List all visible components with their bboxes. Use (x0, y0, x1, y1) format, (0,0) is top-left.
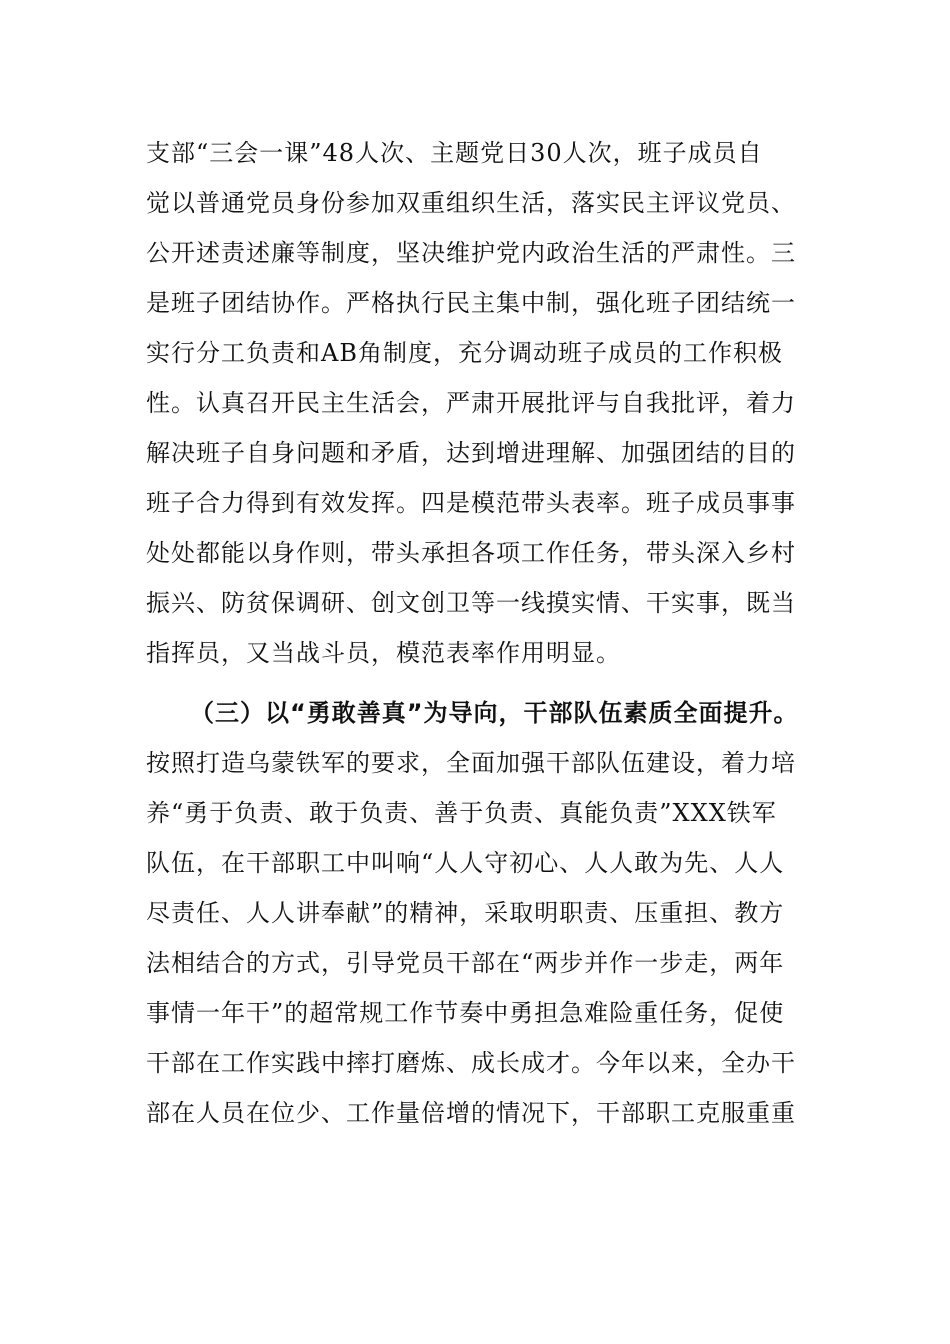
body-line: 部在人员在位少、工作量倍增的情况下，干部职工克服重重 (146, 1099, 796, 1127)
body-line: 事情一年干”的超常规工作节奏中勇担急难险重任务，促使 (146, 999, 785, 1027)
body-line: 振兴、防贫保调研、创文创卫等一线摸实情、干实事，既当 (146, 589, 796, 617)
body-line: 按照打造乌蒙铁军的要求，全面加强干部队伍建设，着力培 (146, 749, 796, 777)
body-line: 干部在工作实践中摔打磨炼、成长成才。今年以来，全办干 (146, 1049, 796, 1077)
body-line: 实行分工负责和AB角制度，充分调动班子成员的工作积极 (146, 339, 783, 367)
body-line: 处处都能以身作则，带头承担各项工作任务，带头深入乡村 (146, 539, 796, 567)
body-line: 支部“三会一课”48人次、主题党日30人次，班子成员自 (146, 139, 763, 167)
body-line: 班子合力得到有效发挥。四是模范带头表率。班子成员事事 (146, 489, 796, 517)
body-line: 尽责任、人人讲奉献”的精神，采取明职责、压重担、教方 (146, 899, 785, 927)
body-line: 公开述责述廉等制度，坚决维护党内政治生活的严肃性。三 (146, 239, 796, 267)
body-line: 队伍，在干部职工中叫响“人人守初心、人人敢为先、人人 (146, 849, 785, 877)
body-line: 觉以普通党员身份参加双重组织生活，落实民主评议党员、 (146, 189, 796, 217)
body-line: 指挥员，又当战斗员，模范表率作用明显。 (146, 639, 621, 667)
body-line: 养“勇于负责、敢于负责、善于负责、真能负责”XXX铁军 (146, 799, 777, 827)
body-line: 解决班子自身问题和矛盾，达到增进理解、加强团结的目的 (146, 439, 796, 467)
section-heading: （三）以“勇敢善真”为导向，干部队伍素质全面提升。 (190, 699, 799, 727)
body-line: 法相结合的方式，引导党员干部在“两步并作一步走，两年 (146, 949, 785, 977)
body-line: 是班子团结协作。严格执行民主集中制，强化班子团结统一 (146, 289, 796, 317)
body-line: 性。认真召开民主生活会，严肃开展批评与自我批评，着力 (146, 389, 796, 417)
